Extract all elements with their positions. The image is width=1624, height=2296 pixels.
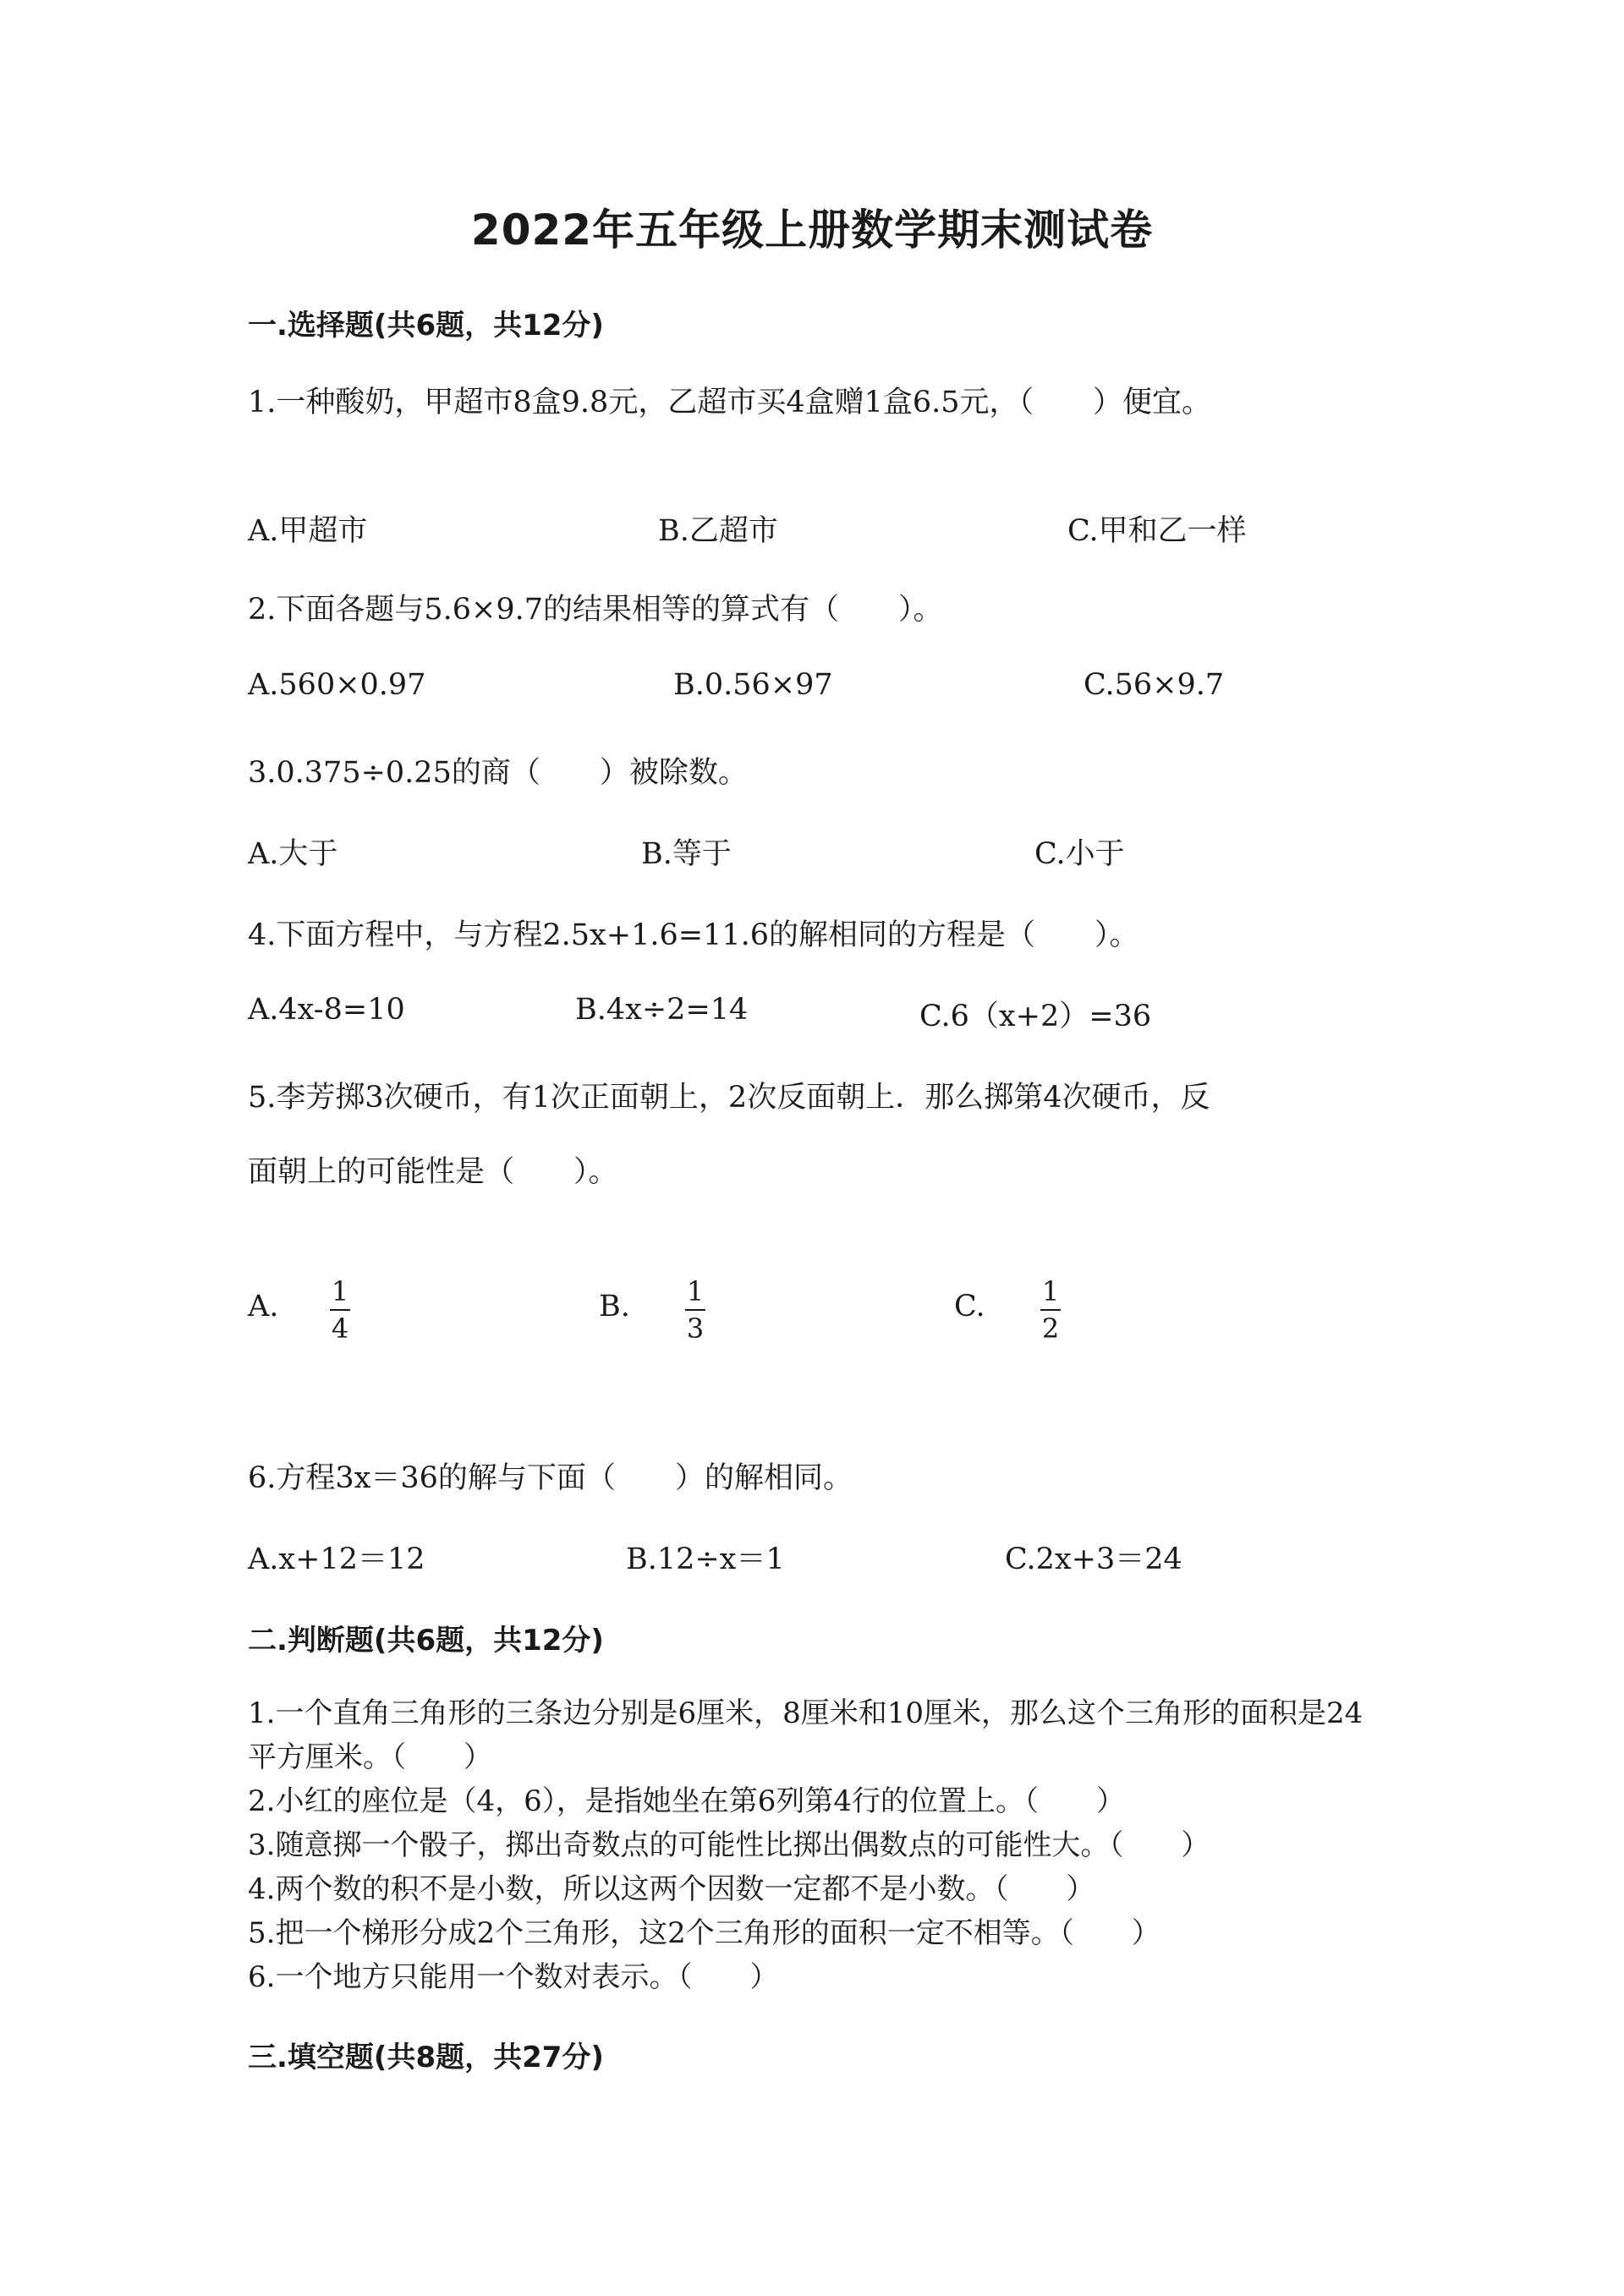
question-5-line1: 5.李芳掷3次硬币，有1次正面朝上，2次反面朝上．那么掷第4次硬币，反 — [248, 1081, 1210, 1115]
q3-option-a: A.大于 — [248, 837, 338, 871]
q2-option-c: C.56×9.7 — [1084, 668, 1225, 702]
q5-option-b-fraction — [685, 1277, 705, 1343]
q5-option-a-fraction — [330, 1277, 350, 1343]
fraction-numerator: 1 — [686, 1275, 705, 1307]
q3-option-c: C.小于 — [1034, 837, 1125, 871]
fraction-bar — [1040, 1309, 1061, 1311]
q4-option-b: B.4x÷2=14 — [575, 993, 749, 1027]
fraction-numerator: 1 — [1041, 1275, 1060, 1307]
q4-option-a: A.4x-8=10 — [248, 993, 405, 1027]
question-1: 1.一种酸奶，甲超市8盒9.8元，乙超市买4盒赠1盒6.5元，（ ）便宜。 — [248, 386, 1212, 419]
question-6: 6.方程3x＝36的解与下面（ ）的解相同。 — [248, 1461, 853, 1495]
fraction-numerator: 1 — [331, 1275, 349, 1307]
section-heading-choice: 一.选择题(共6题，共12分) — [248, 309, 604, 342]
fraction-denominator: 4 — [331, 1312, 349, 1345]
q6-option-a: A.x+12＝12 — [248, 1543, 425, 1576]
q2-option-b: B.0.56×97 — [673, 668, 833, 702]
fraction-bar — [685, 1309, 705, 1311]
judgement-item-3: 3.随意掷一个骰子，掷出奇数点的可能性比掷出偶数点的可能性大。（ ） — [248, 1828, 1210, 1862]
q2-option-a: A.560×0.97 — [248, 668, 426, 702]
judgement-item-4: 4.两个数的积不是小数，所以这两个因数一定都不是小数。（ ） — [248, 1872, 1095, 1906]
fraction-bar — [330, 1309, 350, 1311]
judgement-item-6: 6.一个地方只能用一个数对表示。（ ） — [248, 1960, 779, 1994]
q5-option-b-label: B. — [599, 1290, 630, 1323]
question-4: 4.下面方程中，与方程2.5x+1.6=11.6的解相同的方程是（ ）。 — [248, 918, 1139, 952]
judgement-item-2: 2.小红的座位是（4，6），是指她坐在第6列第4行的位置上。（ ） — [248, 1784, 1125, 1818]
fraction-denominator: 2 — [1041, 1312, 1060, 1345]
q6-option-c: C.2x+3＝24 — [1005, 1543, 1182, 1576]
page-title: 2022年五年级上册数学期末测试卷 — [470, 205, 1154, 255]
q6-option-b: B.12÷x＝1 — [626, 1543, 785, 1576]
section-heading-judgement: 二.判断题(共6题，共12分) — [248, 1624, 604, 1658]
q5-option-c-label: C. — [954, 1290, 985, 1323]
q1-option-b: B.乙超市 — [658, 514, 778, 548]
q5-option-a-label: A. — [248, 1290, 279, 1323]
q3-option-b: B.等于 — [641, 837, 732, 871]
section-heading-fill-blank: 三.填空题(共8题，共27分) — [248, 2041, 604, 2074]
judgement-item-1: 1.一个直角三角形的三条边分别是6厘米，8厘米和10厘米，那么这个三角形的面积是24平方厘米。（ ） — [248, 1696, 1363, 1774]
q4-option-c: C.6（x+2）=36 — [919, 1000, 1152, 1033]
question-3: 3.0.375÷0.25的商（ ）被除数。 — [248, 756, 748, 790]
q1-option-a: A.甲超市 — [248, 514, 368, 548]
judgement-list — [248, 1691, 1385, 1999]
question-5-line2: 面朝上的可能性是（ ）。 — [248, 1155, 618, 1189]
judgement-item-5: 5.把一个梯形分成2个三角形，这2个三角形的面积一定不相等。（ ） — [248, 1916, 1160, 1950]
fraction-denominator: 3 — [686, 1312, 705, 1345]
question-2: 2.下面各题与5.6×9.7的结果相等的算式有（ ）。 — [248, 593, 943, 627]
q1-option-c: C.甲和乙一样 — [1067, 514, 1247, 548]
q5-option-c-fraction — [1040, 1277, 1061, 1343]
